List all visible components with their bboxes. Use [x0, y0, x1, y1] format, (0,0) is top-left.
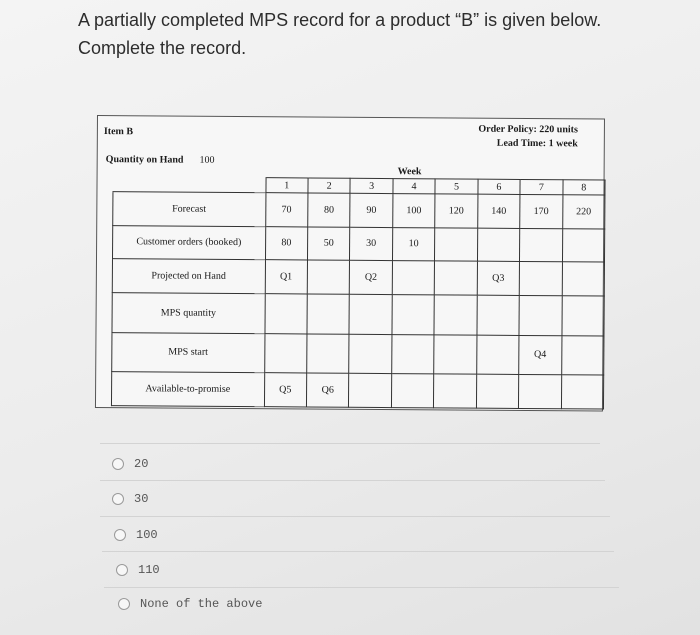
week-number: 1: [265, 178, 308, 193]
table-cell: [435, 261, 478, 295]
table-cell: [477, 295, 520, 335]
table-cell: [561, 375, 604, 409]
question-line-1: A partially completed MPS record for a product “B” is given below.: [78, 10, 602, 30]
row-label: Projected on Hand: [112, 259, 265, 294]
option-label: 110: [138, 563, 160, 577]
table-cell: [434, 374, 477, 408]
row-label: Forecast: [113, 192, 266, 227]
table-cell: 10: [392, 227, 435, 261]
week-number: 8: [563, 180, 606, 195]
table-cell: [434, 294, 477, 334]
table-row-projected-on-hand: [112, 259, 604, 296]
table-cell: [562, 228, 605, 262]
table-cell: 120: [435, 194, 478, 228]
option-label: 100: [136, 528, 158, 542]
table-row-mps-start: [112, 332, 604, 375]
table-cell: [519, 262, 562, 296]
week-label: Week: [397, 166, 422, 178]
row-label: Customer orders (booked): [112, 225, 265, 260]
option-label: None of the above: [140, 597, 263, 611]
table-cell: [562, 262, 605, 296]
table-cell: [264, 333, 307, 373]
table-row-customer-orders: [112, 225, 604, 262]
table-cell: [392, 294, 435, 334]
table-row-forecast: [113, 192, 605, 229]
table-cell: [519, 295, 562, 335]
week-number: 7: [520, 179, 563, 194]
table-cell: [476, 375, 519, 409]
table-cell: Q1: [265, 260, 308, 294]
answer-option-20[interactable]: [112, 446, 148, 482]
week-number: 6: [478, 179, 521, 194]
radio-button[interactable]: [116, 564, 128, 576]
table-cell: [520, 228, 563, 262]
table-row-available-to-promise: [111, 372, 603, 409]
table-cell: 80: [265, 226, 308, 260]
table-cell: [349, 334, 392, 374]
week-number: 2: [308, 178, 351, 193]
table-cell: [349, 374, 392, 408]
radio-button[interactable]: [112, 493, 124, 505]
table-cell: [477, 228, 520, 262]
answer-option-30[interactable]: [112, 481, 148, 517]
table-cell: 70: [265, 193, 308, 227]
row-label: MPS quantity: [112, 292, 265, 333]
question-line-2: Complete the record.: [78, 38, 247, 58]
table-cell: 170: [520, 195, 563, 229]
table-cell: [561, 335, 604, 375]
item-label: Item B: [103, 126, 134, 138]
table-cell: [264, 293, 307, 333]
table-cell: 100: [393, 194, 436, 228]
table-cell: [434, 334, 477, 374]
table-cell: [307, 333, 350, 373]
divider: [100, 443, 600, 444]
divider: [102, 551, 614, 552]
table-cell: [392, 261, 435, 295]
week-row-blank: [113, 177, 266, 193]
quantity-on-hand-value: 100: [199, 154, 215, 166]
answer-option-100[interactable]: [114, 517, 158, 553]
table-cell: 80: [308, 193, 351, 227]
table-cell: [349, 294, 392, 334]
mps-table: [111, 176, 606, 409]
table-cell: Q5: [264, 373, 307, 407]
quantity-on-hand: [106, 154, 215, 166]
divider: [100, 516, 610, 517]
table-cell: Q2: [350, 260, 393, 294]
table-cell: [392, 334, 435, 374]
table-row-mps-quantity: [112, 292, 604, 335]
table-cell: 90: [350, 193, 393, 227]
table-cell: [435, 227, 478, 261]
order-policy-block: [478, 123, 578, 152]
table-cell: 220: [562, 195, 605, 229]
radio-button[interactable]: [112, 458, 124, 470]
table-cell: 30: [350, 227, 393, 261]
answer-option-110[interactable]: [116, 552, 160, 588]
radio-button[interactable]: [118, 598, 130, 610]
mps-record-image: [95, 115, 605, 412]
week-number: 3: [350, 178, 393, 193]
answer-option-none[interactable]: [118, 586, 262, 622]
row-label: Available-to-promise: [111, 372, 264, 407]
table-cell: [562, 295, 605, 335]
radio-button[interactable]: [114, 529, 126, 541]
week-number: 4: [393, 179, 436, 194]
table-cell: [307, 260, 350, 294]
option-label: 30: [134, 492, 149, 506]
table-cell: Q6: [306, 373, 349, 407]
table-cell: [307, 294, 350, 334]
quantity-on-hand-label: Quantity on Hand: [105, 154, 184, 166]
table-cell: [391, 374, 434, 408]
question-text: [78, 6, 678, 62]
row-label: MPS start: [112, 332, 265, 373]
table-cell: Q4: [519, 335, 562, 375]
table-cell: 140: [477, 194, 520, 228]
divider: [100, 480, 605, 481]
table-cell: Q3: [477, 261, 520, 295]
option-label: 20: [134, 457, 149, 471]
order-policy: Order Policy: 220 units: [478, 123, 578, 136]
table-cell: [476, 335, 519, 375]
week-number: 5: [435, 179, 478, 194]
table-cell: 50: [307, 227, 350, 261]
lead-time: Lead Time: 1 week: [496, 137, 578, 150]
table-cell: [519, 375, 562, 409]
